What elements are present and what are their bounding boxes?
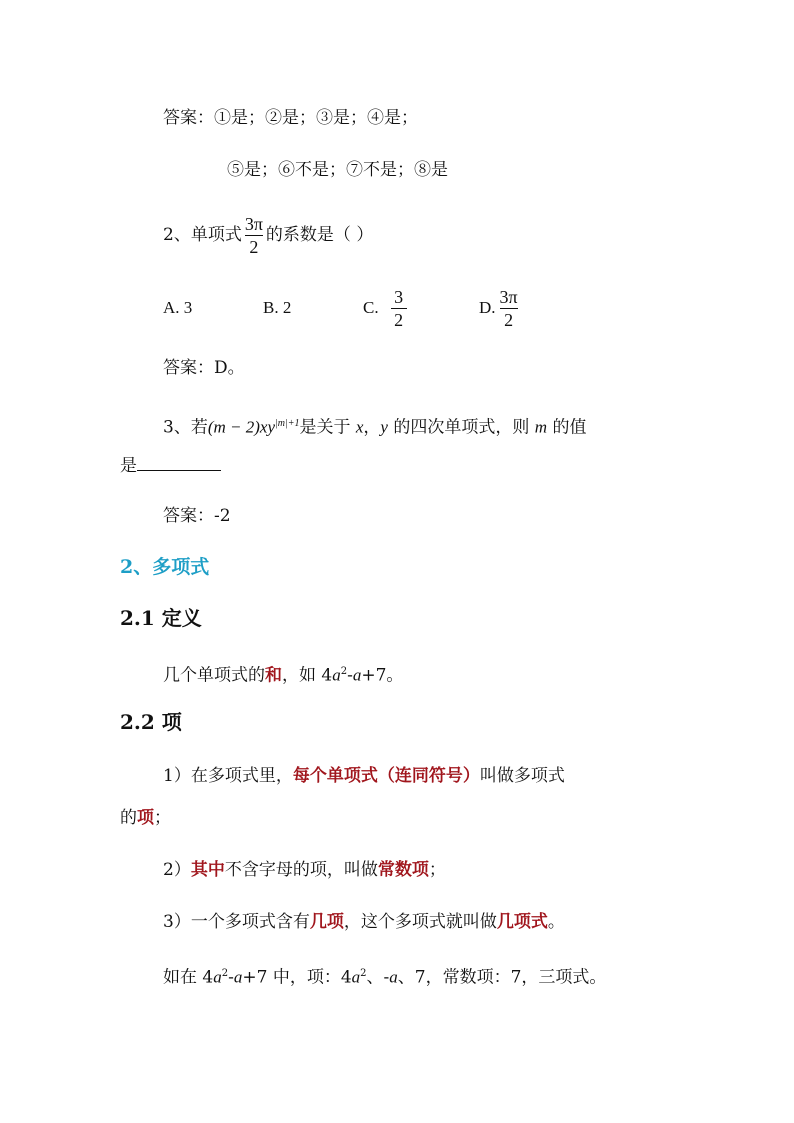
answer-1-line-1	[163, 106, 418, 130]
question-2	[163, 205, 373, 265]
example-line	[163, 962, 606, 990]
variable-y: y	[380, 417, 388, 437]
item-1-line-2-text: 的	[120, 808, 137, 828]
fraction-numerator: 3π	[499, 286, 518, 307]
question-2-prefix: 2、单项式	[163, 225, 242, 245]
item-2-number: 2）	[163, 860, 191, 880]
example-text-2: 、-	[366, 967, 390, 988]
question-3-prefix: 3、若	[163, 417, 208, 438]
section-2-title: 2、多项式	[120, 556, 210, 578]
exponent: 2	[340, 666, 348, 677]
section-2-1-heading	[120, 606, 202, 630]
exponent: 2	[360, 968, 367, 979]
item-3-highlight-1: 几项	[309, 912, 344, 932]
fraction-numerator: 3	[394, 286, 404, 307]
variable-m: m	[534, 417, 548, 437]
fraction-denominator: 2	[394, 309, 404, 330]
item-1-highlight: 每个单项式（连同符号）	[292, 766, 480, 786]
answer-3-text: 答案：-2	[163, 506, 231, 526]
variable-a: a	[233, 967, 243, 987]
answer-2-text: 答案：D。	[163, 358, 245, 378]
section-2-2-title: 2.2 项	[120, 710, 182, 734]
fraction-numerator: 3π	[244, 213, 263, 234]
option-d-fraction	[500, 286, 518, 331]
item-3-highlight-2: 几项式	[496, 912, 548, 932]
question-2-fraction	[245, 213, 263, 258]
fraction-denominator: 2	[504, 309, 514, 330]
question-3-text-end: 的值	[547, 417, 587, 438]
item-2-highlight-2: 常数项	[377, 860, 429, 880]
item-1-text-2: 叫做多项式	[479, 766, 565, 786]
question-2-suffix: 的系数是（ ）	[265, 225, 374, 245]
item-2-end: ；	[428, 860, 446, 880]
item-1-line-2	[120, 806, 171, 830]
item-2-text: 不含字母的项，叫做	[224, 860, 378, 880]
item-2	[163, 858, 446, 882]
variable-a: a	[389, 967, 398, 987]
question-2-options	[163, 280, 521, 336]
option-b: B. 2	[263, 298, 292, 317]
item-3	[163, 910, 565, 934]
variable-a: a	[352, 665, 362, 685]
question-3-exponent: |m|+1	[275, 418, 300, 429]
section-2-1-title: 2.1 定义	[120, 606, 202, 630]
option-c-fraction	[391, 286, 407, 331]
item-3-text: 3）一个多项式含有	[163, 912, 310, 932]
question-3-line-2-text: 是	[120, 456, 137, 476]
option-c-label: C.	[363, 298, 379, 317]
answer-1-line-2	[227, 158, 448, 182]
question-3-expression: (m − 2)xy	[207, 417, 275, 437]
exponent: 2	[221, 968, 229, 979]
section-2-2-heading	[120, 710, 182, 734]
answer-blank	[137, 452, 221, 471]
definition-example-end: +7。	[361, 665, 404, 686]
answer-2	[163, 356, 245, 380]
minus-sign: -	[347, 665, 353, 686]
example-text: +7 中，项：4	[242, 967, 352, 988]
variable-a: a	[351, 967, 361, 987]
fraction-denominator: 2	[249, 236, 259, 257]
item-3-end: 。	[547, 912, 565, 932]
item-1-line-1	[163, 764, 565, 788]
option-d-label: D.	[479, 298, 496, 317]
option-d	[479, 286, 521, 331]
separator: ，	[363, 417, 381, 438]
question-3-text-2: 的四次单项式，则	[387, 417, 535, 438]
question-3-text: 是关于	[299, 417, 356, 438]
option-a: A. 3	[163, 298, 193, 317]
variable-a: a	[213, 967, 222, 987]
question-3-line-1	[163, 412, 586, 440]
definition-paragraph	[163, 660, 403, 688]
item-1-line-2-end: ；	[154, 808, 171, 828]
definition-text: 几个单项式的	[163, 665, 265, 686]
item-1-line-2-highlight: 项	[137, 808, 154, 828]
section-2-heading	[120, 555, 209, 579]
variable-a: a	[332, 665, 341, 685]
minus-sign: -	[228, 967, 234, 988]
example-prefix: 如在 4	[163, 967, 214, 988]
question-3-line-2	[120, 452, 221, 478]
option-c	[363, 286, 479, 331]
answer-3	[163, 504, 231, 528]
answer-1-text-1: 答案：①是；②是；③是；④是；	[163, 108, 418, 128]
definition-example-prefix: ，如 4	[282, 665, 333, 686]
item-2-highlight-1: 其中	[190, 860, 225, 880]
example-end: 、7，常数项：7，三项式。	[397, 967, 607, 988]
item-3-text-2: ，这个多项式就叫做	[343, 912, 497, 932]
item-1-text: 1）在多项式里，	[163, 766, 293, 786]
variable-x: x	[355, 417, 364, 437]
definition-highlight: 和	[265, 665, 282, 686]
answer-1-text-2: ⑤是；⑥不是；⑦不是；⑧是	[227, 160, 448, 180]
